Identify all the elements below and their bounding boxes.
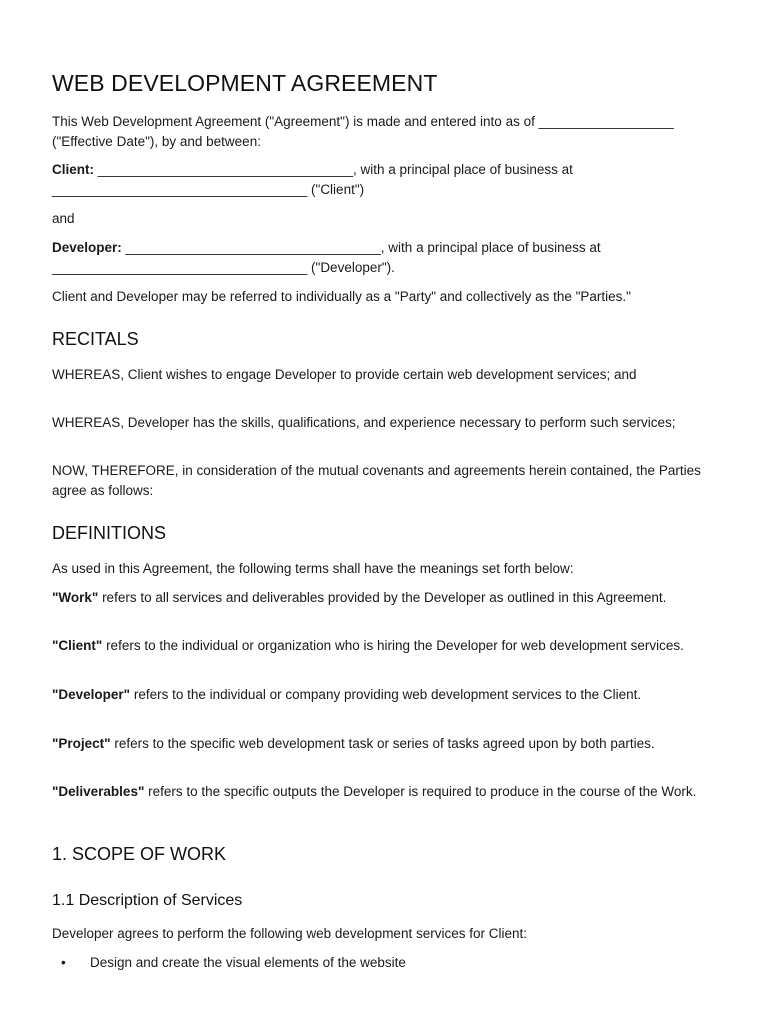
client-text: __________________________________, with a principal place of business at __________________________________ ("Client") [52,162,573,197]
bullet-icon: • [61,955,66,970]
intro-paragraph: This Web Development Agreement ("Agreement") is made and entered into as of __________________ ("Effective Date"), by and between: [52,114,674,149]
list-item [52,953,732,973]
definitions-intro: As used in this Agreement, the following terms shall have the meanings set forth below: [52,561,574,576]
definition-text: refers to all services and deliverables provided by the Developer as outlined in this Agreement. [98,590,667,605]
definition-text: refers to the specific web development task or series of tasks agreed upon by both parties. [110,736,655,751]
parties-paragraph: Client and Developer may be referred to individually as a "Party" and collectively as the "Parties." [52,289,631,304]
definition-term: "Project" [52,736,111,751]
developer-label: Developer: [52,240,122,255]
definition-term: "Work" [52,590,99,605]
definition-developer [52,685,732,705]
definition-term: "Developer" [52,687,131,702]
scope-heading: 1. SCOPE OF WORK [52,844,227,864]
definition-deliverables [52,782,732,802]
definition-text: refers to the individual or organization who is hiring the Developer for web development services. [102,638,684,653]
recital-2: WHEREAS, Developer has the skills, qualifications, and experience necessary to perform such services; [52,415,676,430]
recital-3: NOW, THEREFORE, in consideration of the mutual covenants and agreements herein contained, the Parties agree as follows: [52,463,701,498]
and-text: and [52,211,75,226]
recitals-heading: RECITALS [52,329,139,349]
definition-work [52,588,732,608]
client-label: Client: [52,162,94,177]
definition-project [52,734,732,754]
definition-term: "Deliverables" [52,784,145,799]
developer-paragraph [52,238,732,277]
client-paragraph [52,160,732,199]
services-subheading: 1.1 Description of Services [52,892,243,909]
recital-1: WHEREAS, Client wishes to engage Developer to provide certain web development services; and [52,367,637,382]
definition-text: refers to the individual or company providing web development services to the Client. [130,687,642,702]
definitions-heading: DEFINITIONS [52,523,167,543]
definition-client [52,636,732,656]
definition-text: refers to the specific outputs the Developer is required to produce in the course of the Work. [144,784,697,799]
developer-text: __________________________________, with a principal place of business at __________________________________ ("Developer"). [52,240,601,275]
definition-term: "Client" [52,638,103,653]
services-intro: Developer agrees to perform the following web development services for Client: [52,926,527,941]
list-item-text: Design and create the visual elements of the website [90,955,406,970]
services-list [52,953,732,973]
document-title: WEB DEVELOPMENT AGREEMENT [52,70,438,96]
